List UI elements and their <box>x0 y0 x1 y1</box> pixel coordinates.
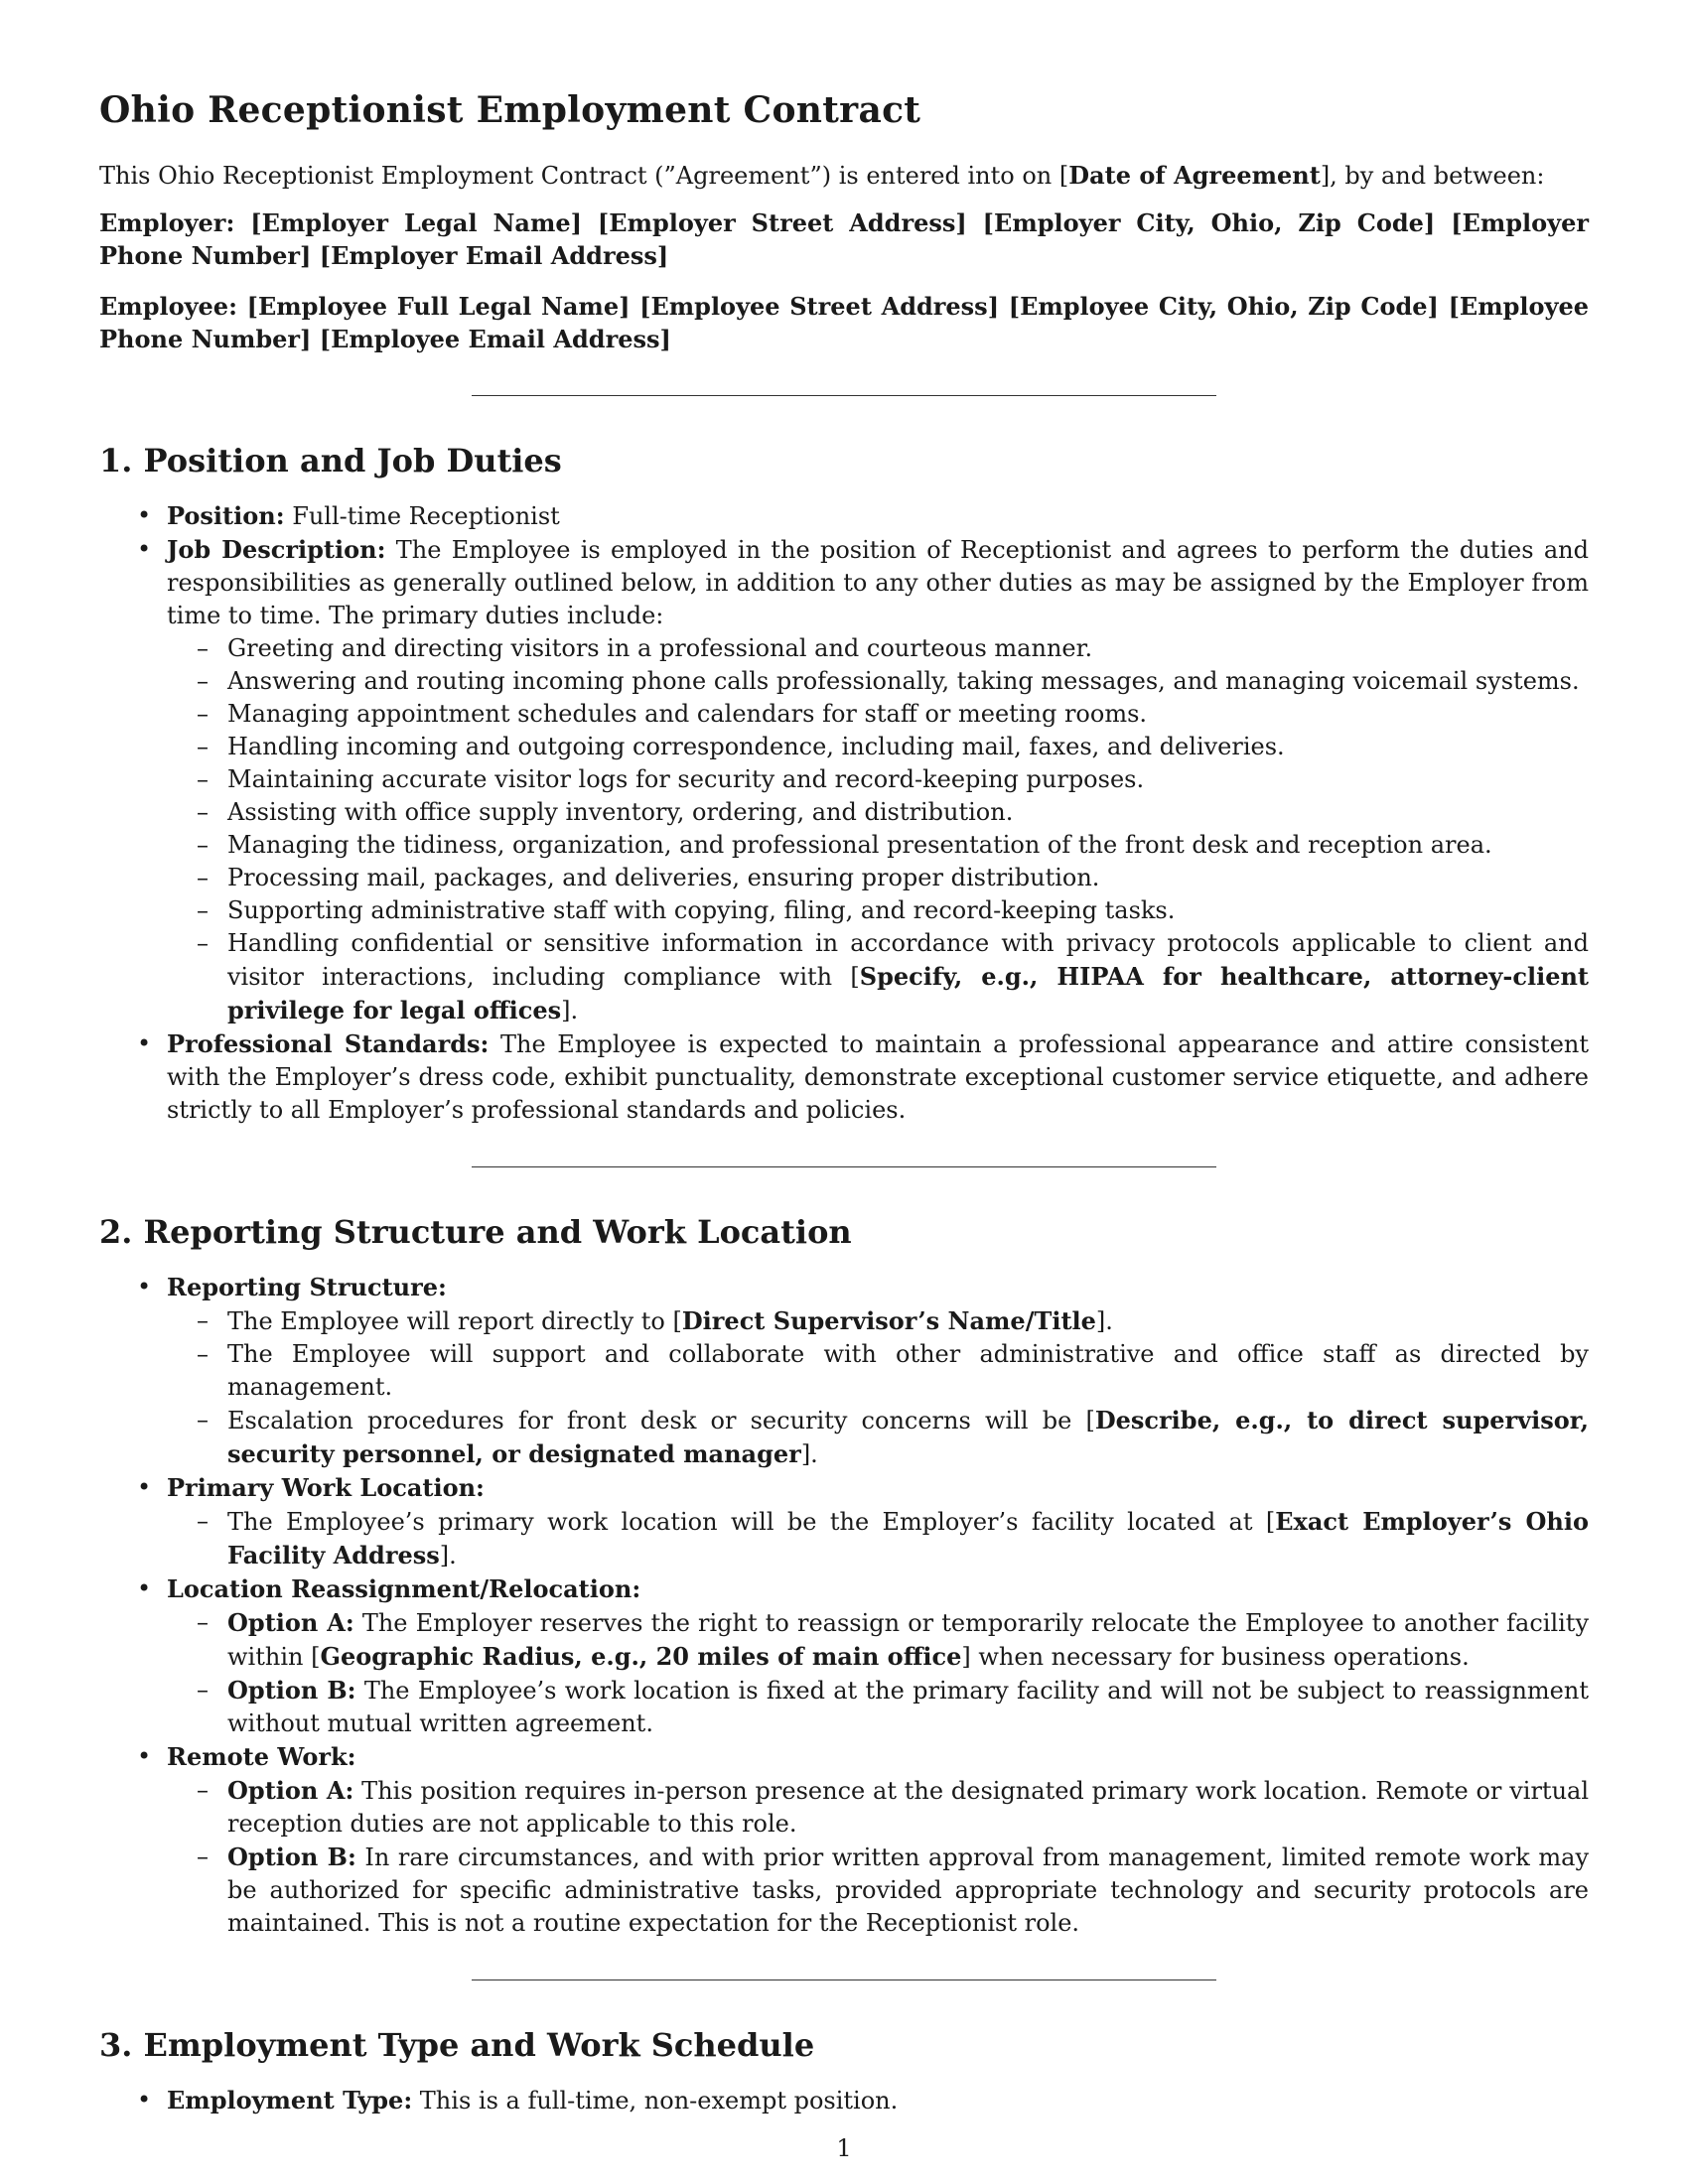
remote-work-list <box>167 1774 1589 1940</box>
intro-text-end: ], by and between: <box>1320 162 1545 190</box>
supervisor-placeholder: Direct Supervisor’s Name/Title <box>681 1306 1096 1335</box>
option-label: Option B: <box>227 1676 356 1705</box>
item-label: Reporting Structure: <box>167 1273 447 1301</box>
employee-block: Employee: [Employee Full Legal Name] [Employee Street Address] [Employee City, Ohio, Zip Code] [Employee Phone Number] [Employee Email Address] <box>99 292 1589 353</box>
item-text: The Employer reserves the right to reassign or temporarily relocate the Employee to another facility within [ <box>227 1609 1590 1671</box>
sub-item: – The Employee will support and collaborate with other administrative and office staff as directed by management. <box>227 1338 1589 1404</box>
item-text: In rare circumstances, and with prior written approval from management, limited remote work may be authorized for specific administrative tasks, provided appropriate technology and security protocols are maintained. This is not a routine expectation for the Receptionist role. <box>227 1843 1589 1937</box>
duty-item: – Managing appointment schedules and calendars for staff or meeting rooms. <box>227 698 1589 731</box>
item-text: Handling confidential or sensitive information in accordance with privacy protocols applicable to client and visitor interactions, including compliance with [ <box>227 929 1589 991</box>
item-text: This position requires in-person presence at the designated primary work location. Remote or virtual reception duties are not applicable to this role. <box>227 1777 1590 1838</box>
duty-item: – Assisting with office supply inventory, ordering, and distribution. <box>227 796 1589 829</box>
reporting-list <box>167 1304 1589 1471</box>
list-item-reporting-structure <box>167 1271 1589 1471</box>
section-1-list <box>99 499 1589 1127</box>
item-label: Location Reassignment/Relocation: <box>167 1574 641 1603</box>
item-text-end: ]. <box>439 1542 457 1570</box>
section-heading-3: 3. Employment Type and Work Schedule <box>99 2026 815 2064</box>
item-text: The Employee is expected to maintain a professional appearance and attire consistent with the Employer’s dress code, exhibit punctuality, demonstrate exceptional customer service etiquette, and adhere strictly to all Employer’s professional standards and policies. <box>167 1030 1589 1124</box>
employer-block: Employer: [Employer Legal Name] [Employer Street Address] [Employer City, Ohio, Zip Code] [Employer Phone Number] [Employer Email Address] <box>99 208 1589 270</box>
section-heading-1: 1. Position and Job Duties <box>99 442 562 479</box>
item-label: Primary Work Location: <box>167 1473 485 1502</box>
item-text: Escalation procedures for front desk or security concerns will be [ <box>227 1407 1095 1434</box>
list-item-remote-work <box>167 1740 1589 1940</box>
option-b-item <box>227 1674 1589 1740</box>
option-label: Option A: <box>227 1776 354 1805</box>
list-item-primary-work-location <box>167 1471 1589 1572</box>
list-item-job-description <box>167 533 1589 1027</box>
item-text: The Employee will report directly to [ <box>227 1307 682 1335</box>
item-text: The Employee is employed in the position of Receptionist and agrees to perform the duties and responsibilities as generally outlined below, in addition to any other duties as may be assigned by the Employer from time to time. The primary duties include: <box>167 536 1589 629</box>
document-page <box>99 60 1589 2117</box>
list-item-professional-standards <box>167 1027 1589 1127</box>
item-text-end: ] when necessary for business operations. <box>961 1643 1470 1671</box>
section-divider <box>472 1166 1216 1167</box>
item-label: Position: <box>167 501 285 530</box>
document-title: Ohio Receptionist Employment Contract <box>99 89 921 131</box>
radius-placeholder: Geographic Radius, e.g., 20 miles of main office <box>320 1642 962 1671</box>
item-label: Professional Standards: <box>167 1029 490 1058</box>
item-text: This is a full-time, non-exempt position. <box>412 2087 899 2115</box>
duties-list <box>167 632 1589 1027</box>
option-label: Option B: <box>227 1843 356 1871</box>
item-label: Remote Work: <box>167 1742 356 1771</box>
duty-item <box>227 927 1589 1027</box>
section-divider <box>472 395 1216 396</box>
compliance-placeholder: Specify, e.g., HIPAA for healthcare, attorney-client privilege for legal offices <box>227 962 1589 1024</box>
duty-item: – Answering and routing incoming phone calls professionally, taking messages, and managing voicemail systems. <box>227 665 1589 698</box>
duty-item: – Maintaining accurate visitor logs for security and record-keeping purposes. <box>227 763 1589 796</box>
sub-item <box>227 1505 1589 1572</box>
item-label: Employment Type: <box>167 2086 413 2115</box>
list-item-employment-type <box>167 2084 1589 2117</box>
item-label: Job Description: <box>167 535 386 564</box>
duty-item: – Supporting administrative staff with copying, filing, and record-keeping tasks. <box>227 894 1589 927</box>
option-a-item <box>227 1606 1589 1674</box>
section-2-list <box>99 1271 1589 1940</box>
section-3-list <box>99 2084 1589 2117</box>
item-text: The Employee’s primary work location will be the Employer’s facility located at [ <box>227 1508 1276 1536</box>
item-text: Full-time Receptionist <box>284 502 560 530</box>
option-b-item <box>227 1841 1589 1940</box>
item-text-end: ]. <box>1095 1307 1113 1335</box>
item-text-end: ]. <box>561 997 579 1024</box>
intro-paragraph <box>99 159 1589 193</box>
option-a-item <box>227 1774 1589 1841</box>
reassignment-list <box>167 1606 1589 1740</box>
item-text-end: ]. <box>800 1440 818 1468</box>
escalation-placeholder: Describe, e.g., to direct supervisor, security personnel, or designated manager <box>227 1406 1589 1468</box>
sub-item <box>227 1304 1589 1338</box>
intro-text: This Ohio Receptionist Employment Contract (”Agreement”) is entered into on [ <box>99 162 1069 190</box>
section-heading-2: 2. Reporting Structure and Work Location <box>99 1213 852 1251</box>
item-text: The Employee’s work location is fixed at the primary facility and will not be subject to reassignment without mutual written agreement. <box>227 1677 1589 1737</box>
primary-location-list <box>167 1505 1589 1572</box>
facility-address-placeholder: Exact Employer’s Ohio Facility Address <box>227 1507 1589 1570</box>
list-item-position <box>167 499 1589 533</box>
sub-item <box>227 1404 1589 1471</box>
list-item-location-reassignment <box>167 1572 1589 1740</box>
duty-item: – Handling incoming and outgoing correspondence, including mail, faxes, and deliveries. <box>227 731 1589 763</box>
page-number: 1 <box>836 2134 852 2162</box>
date-of-agreement-placeholder: Date of Agreement <box>1068 161 1321 190</box>
section-divider <box>472 1979 1216 1980</box>
duty-item: – Managing the tidiness, organization, and professional presentation of the front desk and reception area. <box>227 829 1589 862</box>
duty-item: – Greeting and directing visitors in a professional and courteous manner. <box>227 632 1589 665</box>
duty-item: – Processing mail, packages, and deliveries, ensuring proper distribution. <box>227 862 1589 894</box>
option-label: Option A: <box>227 1608 354 1637</box>
